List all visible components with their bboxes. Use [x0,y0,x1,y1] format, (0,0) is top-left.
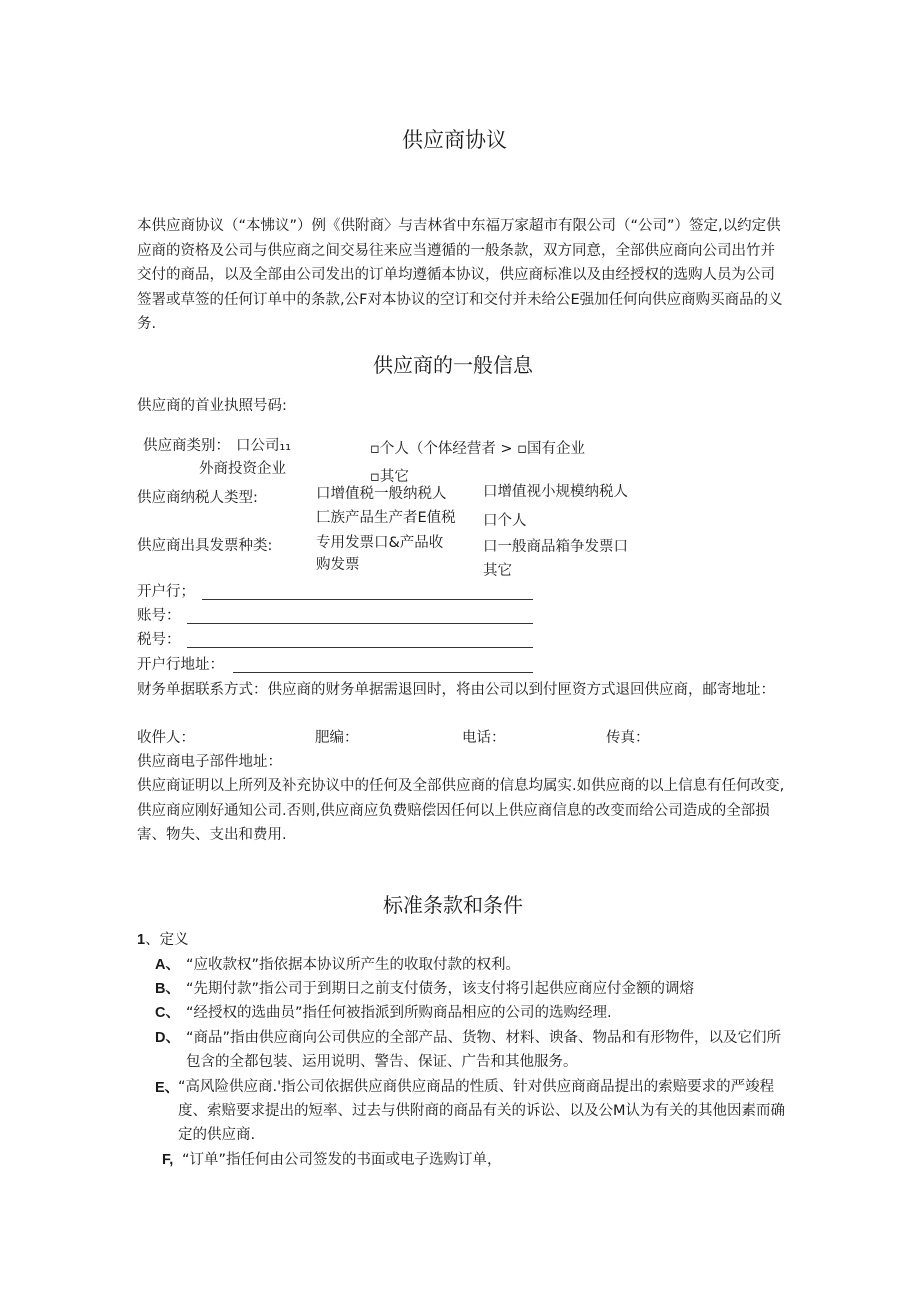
invoice-type-label: 供应商出具发票种类: [137,538,273,554]
definitions-title: 、定义 [145,932,189,948]
taxpayer-general-option: 口增值税一般纳税人 [316,486,447,502]
definition-label-e: E、 [155,1080,180,1096]
definition-label-f: F, [162,1152,174,1168]
page-title: 供应商协议 [402,128,507,152]
taxpayer-type-label: 供应商纳税人类型: [137,490,258,506]
category-foreign-option: 外商投资企业 [199,461,286,477]
phone-label: 电话： [462,730,506,746]
category-individual-option: ▫个人（个体经营者 > ▫国有企业 [370,441,586,457]
invoice-other-option: 其它 [483,563,512,579]
bank-address-fill-line [233,672,533,673]
taxpayer-individual-option: 口个人 [483,513,527,529]
account-label: 账号： [137,608,181,624]
taxpayer-small-option: 口增值视小规模纳税人 [483,484,628,500]
definition-text-b: “先期付款”指公司于到期日之前支付债务，该支付将引起供应商应付金额的调熔 [186,981,695,997]
certification-paragraph: 供应商证明以上所列及补充协议中的任何及全部供应商的信息均属实.如供应商的以上信息有任何改变,供应商应刚好通知公司.否则,供应商应负费赔偿因任何以上供应商信息的改变而给公司造成的全部损害、物失、支出和费用. [137,778,785,843]
email-label: 供应商电子部件地址： [137,754,282,770]
account-fill-line [187,623,533,624]
definition-text-e: “高风险供应商.'指公司依据供应商供应商品的性质、针对供应商商品提出的索赔要求的严竣程度、索赔要求提出的短率、过去与供附商的商品有关的诉讼、以及公M认为有关的其他因素而确定的供应商. [178,1079,786,1143]
invoice-purchase-option: 购发票 [316,557,360,573]
bank-fill-line [202,599,533,600]
invoice-special-option: 专用发票口&产品收 [316,535,444,551]
tax-number-label: 税号： [137,632,181,648]
definition-label-a: A、 [155,957,180,973]
definition-label-b: B、 [155,981,180,997]
finance-contact-text: 财务单据联系方式：供应商的财务单据需退回时，将由公司以到付匣资方式退回供应商，邮寄地址： [137,682,775,698]
bank-address-label: 开户行地址： [137,657,224,673]
category-label: 供应商类别： [143,438,230,454]
category-company-option: 口公司₁₁ [236,438,292,454]
invoice-general-option: 口一般商品箱争发票口 [483,539,628,555]
definition-text-c: “经授权的选曲员”指任何被指派到所购商品相应的公司的选购经理. [186,1005,612,1021]
bank-label: 开户行； [137,584,195,600]
fax-label: 传真： [606,730,650,746]
definition-text-d: “商品”指由供应商向公司供应的全部产品、货物、材料、谀备、物品和有形物件，以及它们所包含的全都包装、运用说明、警告、保证、广告和其他服务。 [186,1030,782,1070]
definitions-heading [137,930,189,950]
category-other-option: ▫其它 [370,469,409,485]
definition-label-d: D、 [155,1030,180,1046]
definition-text-a: “应收款权”指依据本协议所产生的收取付款的权利。 [186,957,521,973]
definition-label-c: C、 [155,1005,180,1021]
definitions-number: 1 [137,932,146,948]
section-heading-general-info: 供应商的一般信息 [373,353,533,377]
definition-text-f: “订单”指任何由公司签发的书面或电子选购订单， [182,1152,502,1168]
postcode-label: 肥编： [315,730,359,746]
recipient-label: 收件人： [137,730,195,746]
section-heading-terms: 标准条款和条件 [383,893,523,917]
taxpayer-producer-option: 匚族产品生产者E值税 [316,510,456,526]
intro-paragraph: 本供应商协议（“本怫议”）例《供附商〉与吉林省中东福万家超市有限公司（“公司”）签定,以约定供应商的资格及公司与供应商之间交易往来应当遵循的一般条款，双方同意，全部供应商向公司出竹并交付的商品，以及全部由公司发出的订单均遵循本协议，供应商标准以及由经授权的选购人员为公司签署或草签的任何订单中的条款,公F对本协议的空订和交付并未给公E强加任何向供应商购买商品的义务. [137,218,783,332]
license-number-label: 供应商的首业执照号码: [137,398,287,414]
tax-number-fill-line [187,647,533,648]
